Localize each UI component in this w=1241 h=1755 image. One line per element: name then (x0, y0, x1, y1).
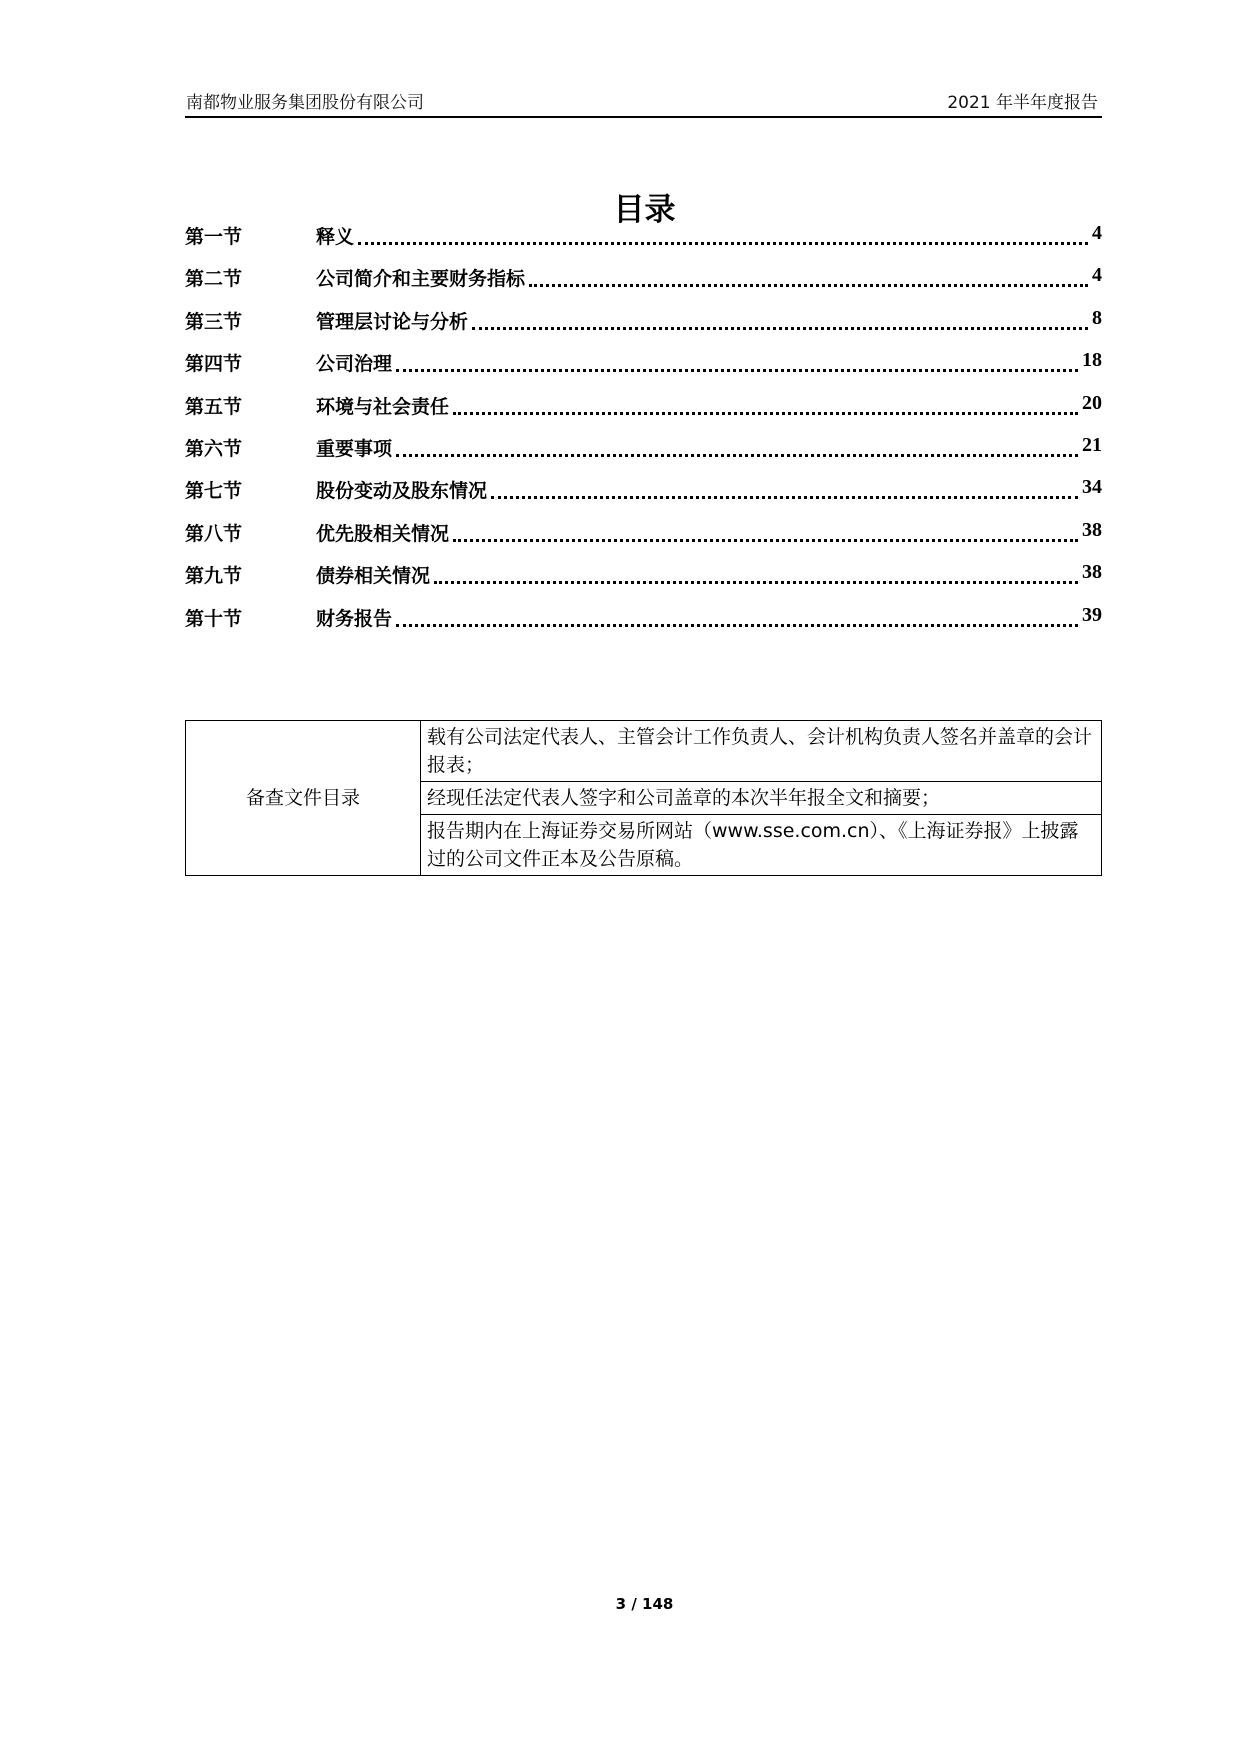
toc-section: 第九节 (185, 565, 243, 588)
reference-table-label: 备查文件目录 (186, 721, 421, 876)
toc-leader-dots (491, 477, 1078, 499)
reference-table-cell: 载有公司法定代表人、主管会计工作负责人、会计机构负责人签名并盖章的会计报表； (421, 721, 1102, 782)
toc-section-title: 管理层讨论与分析 (316, 310, 469, 333)
toc-section: 第三节 (185, 310, 243, 333)
toc-section: 第五节 (185, 395, 243, 418)
reference-table-cell: 经现任法定代表人签字和公司盖章的本次半年报全文和摘要； (421, 782, 1102, 815)
toc-page-number: 38 (1082, 561, 1102, 584)
toc-section-title: 债券相关情况 (316, 565, 431, 588)
toc-page-number: 34 (1082, 476, 1102, 499)
toc-leader-dots (529, 265, 1088, 287)
toc-page-number: 4 (1092, 264, 1102, 287)
table-of-contents (185, 222, 1102, 646)
page-header (185, 84, 1102, 118)
toc-item[interactable] (185, 519, 1102, 561)
toc-item[interactable] (185, 604, 1102, 646)
toc-section-title: 环境与社会责任 (316, 395, 450, 418)
toc-section: 第一节 (185, 226, 243, 248)
toc-section: 第八节 (185, 522, 243, 545)
toc-leader-dots (396, 605, 1078, 627)
reference-table-cell: 报告期内在上海证券交易所网站（www.sse.com.cn）、《上海证券报》上披露过的公司文件正本及公告原稿。 (421, 815, 1102, 876)
toc-leader-dots (472, 308, 1088, 330)
header-report-title: 2021 年半年度报告 (947, 93, 1098, 113)
toc-item[interactable] (185, 476, 1102, 518)
toc-page-number: 39 (1082, 603, 1102, 626)
toc-section-title: 重要事项 (316, 437, 393, 460)
toc-section: 第四节 (185, 353, 243, 376)
toc-page-number: 21 (1082, 433, 1102, 456)
toc-section-title: 优先股相关情况 (316, 522, 450, 545)
toc-page-number: 4 (1092, 222, 1102, 244)
header-company: 南都物业服务集团股份有限公司 (186, 93, 424, 113)
table-row (186, 721, 1102, 782)
toc-section-title: 财务报告 (316, 607, 393, 630)
toc-title: 目录 (613, 192, 676, 228)
toc-section: 第十节 (185, 607, 243, 630)
toc-item[interactable] (185, 264, 1102, 306)
toc-item[interactable] (185, 434, 1102, 476)
toc-item[interactable] (185, 392, 1102, 434)
toc-leader-dots (434, 562, 1078, 584)
toc-page-number: 38 (1082, 518, 1102, 541)
toc-section: 第六节 (185, 437, 243, 460)
toc-item[interactable] (185, 561, 1102, 603)
toc-leader-dots (396, 435, 1078, 457)
toc-page-number: 8 (1092, 306, 1102, 329)
reference-documents-table (185, 720, 1102, 876)
toc-leader-dots (358, 223, 1088, 245)
toc-item[interactable] (185, 222, 1102, 264)
toc-section: 第七节 (185, 480, 243, 503)
toc-leader-dots (453, 520, 1078, 542)
toc-section: 第二节 (185, 268, 243, 291)
toc-leader-dots (396, 350, 1078, 372)
toc-page-number: 20 (1082, 391, 1102, 414)
toc-section-title: 释义 (316, 226, 355, 248)
toc-leader-dots (453, 393, 1078, 415)
page-number: 3 / 148 (615, 1595, 674, 1613)
toc-section-title: 公司治理 (316, 353, 393, 376)
toc-section-title: 公司简介和主要财务指标 (316, 268, 526, 291)
toc-item[interactable] (185, 307, 1102, 349)
toc-item[interactable] (185, 349, 1102, 391)
toc-section-title: 股份变动及股东情况 (316, 480, 488, 503)
toc-page-number: 18 (1082, 349, 1102, 372)
